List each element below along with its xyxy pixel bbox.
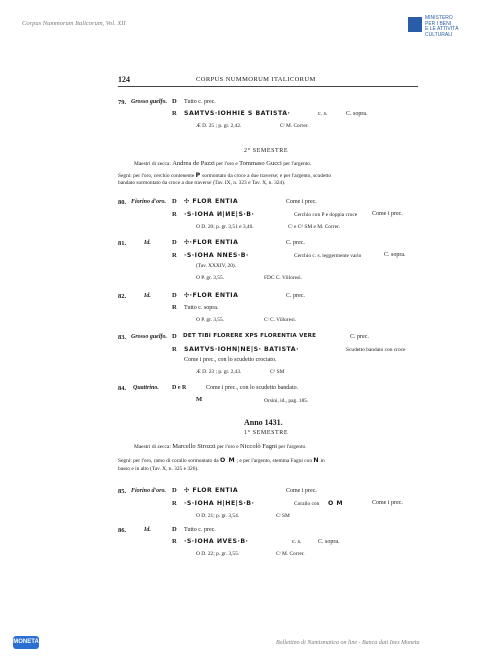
entry-86-number: 86.: [118, 527, 127, 534]
entry-82-obverse-legend: ✣·FLOR ENTIA: [184, 292, 239, 299]
entry-81-name: Id.: [144, 240, 151, 246]
ministry-line-3: E LE ATTIVITÀ: [425, 26, 459, 33]
ministry-line-2: PER I BENI: [425, 20, 452, 27]
signs-1431-symbol-2: N: [313, 457, 320, 464]
entry-85-detail: O D. 21; p. gr. 3,54.: [196, 513, 240, 519]
entry-86-reverse-right: C. sopra.: [318, 539, 340, 545]
entry-79-reverse-right: C. sopra.: [346, 111, 368, 117]
masters-1431-line: [134, 443, 307, 450]
entry-84-metal: M: [196, 396, 203, 403]
signs-1431-line-2: basso e in alto (Tav. X, n. 325 e 326).: [118, 466, 199, 472]
entry-85-obverse-right: Come i prec.: [286, 488, 317, 494]
entry-81-obverse-right: C. prec.: [286, 240, 305, 246]
entry-81-obverse-legend: ✣·FLOR ENTIA: [184, 239, 239, 246]
entry-86-obverse-text: Tutto c. prec.: [184, 527, 216, 533]
entry-83-number: 83.: [118, 334, 127, 341]
entry-82-name: Id.: [144, 293, 151, 299]
entry-84-number: 84.: [118, 385, 127, 392]
entry-82-obverse-right: C. prec.: [286, 293, 305, 299]
masters-prefix: Maestri di zecca:: [134, 161, 171, 167]
ministry-line-1: MINISTERO: [425, 15, 453, 21]
entry-80-reverse-mark: R: [172, 211, 177, 218]
masters-1431-name-2: Niccolò Fagni: [240, 443, 278, 450]
entry-81-detail: O P. gr. 3,55.: [196, 275, 225, 281]
entry-79-name: Grosso guelfo.: [131, 99, 168, 105]
entry-84-text: Come i prec., con lo scudetto bandato.: [206, 385, 299, 391]
signs-1431-text-1b: ; e per l'argento, stemma Fagni con: [236, 458, 313, 464]
entry-81-obverse-mark: D: [172, 239, 177, 246]
entry-80-obverse-right: Come i prec.: [286, 199, 317, 205]
entry-80-name: Fiorino d'oro.: [131, 199, 167, 205]
entry-81-plate: (Tav. XXXIV, 20).: [196, 263, 237, 269]
entry-81-number: 81.: [118, 240, 127, 247]
entry-85-reverse-mark: R: [172, 500, 177, 507]
entry-85-collection: Cᵗ SM: [276, 513, 290, 519]
masters-end: per l'argento.: [283, 161, 312, 167]
signs-1431-line-1: [118, 457, 325, 464]
ministry-line-4: CULTURALI: [425, 31, 453, 38]
entry-79-obverse: Tutto c. prec.: [184, 99, 216, 105]
entry-80-reverse-note: Cerchio con P e doppia croce: [294, 212, 358, 218]
signs-1431-text-1: Segni: per l'oro, ramo di corallo sormontato da: [118, 458, 219, 464]
entry-81-reverse-legend: ·S·IOHA NNES·B·: [184, 252, 249, 259]
entry-83-obverse-right: C. prec.: [350, 334, 369, 340]
entry-81-reverse-right: C. sopra.: [384, 252, 406, 258]
header-rule: [118, 86, 418, 87]
entry-82-obverse-mark: D: [172, 292, 177, 299]
entry-79-reverse-mid: c. s.: [318, 111, 328, 117]
entry-79-number: 79.: [118, 99, 127, 106]
entry-79-collection: Cᵗ M. Correr.: [280, 123, 309, 129]
signs-1431-text-1c: in: [320, 458, 325, 464]
entry-79-obverse-mark: D: [172, 98, 177, 105]
entry-83-collection: Cᵈ SM: [270, 369, 285, 375]
signs-line-1: [118, 172, 331, 179]
entry-86-detail: O D. 22; p. gr. 3,55.: [196, 551, 240, 557]
entry-81-reverse-note: Cerchio c. s. leggermente vario: [294, 253, 362, 259]
entry-83-name: Grosso guelfo.: [131, 334, 168, 340]
masters-mid: per l'oro e: [216, 161, 238, 167]
entry-86-collection: Cᵗ M. Correr.: [276, 551, 305, 557]
entry-85-reverse-right: Come i prec.: [372, 500, 403, 506]
year-semester: 1° SEMESTRE: [244, 430, 289, 436]
entry-83-reverse-note: Scudetto bandato con croce: [346, 347, 406, 353]
entry-85-reverse-symbol: O M: [328, 500, 344, 507]
footer-source: Bollettino di Numismatica on line - Banca dati Ines Moneta: [276, 640, 420, 646]
entry-85-reverse-note: Corallo con: [294, 501, 320, 507]
entry-82-number: 82.: [118, 293, 127, 300]
entry-83-obverse-mark: D: [172, 333, 177, 340]
entry-84-sides: D e R: [172, 385, 187, 391]
page-number: 124: [118, 75, 130, 84]
entry-86-reverse-legend: ·S·IOHA ИVES·B·: [184, 538, 249, 545]
entry-83-reverse-mark: R: [172, 346, 177, 353]
masters-line: [134, 160, 311, 167]
entry-84-name: Quattrino.: [133, 385, 159, 391]
entry-80-reverse-legend: ·S·IOHA И|ИE|S·B·: [184, 211, 255, 218]
entry-86-reverse-mid: c. s.: [292, 539, 302, 545]
entry-80-obverse-legend: ✣ FLOR ENTIA: [184, 198, 239, 205]
masters-1431-end: per l'argento.: [278, 444, 307, 450]
semester-heading: 2° SEMESTRE: [244, 148, 289, 154]
masters-1431-name-1: Marcello Strozzi: [172, 443, 216, 450]
entry-82-reverse-text: Tutto c. sopra.: [184, 305, 219, 311]
entry-84-reference: Orsini, id., pag. 185.: [264, 398, 309, 404]
masters-name-1: Andrea de Pazzi: [172, 160, 215, 167]
entry-85-name: Fiorino d'oro.: [131, 488, 167, 494]
entry-80-reverse-right: Come i prec.: [372, 211, 403, 217]
signs-1431-symbol-1: O M: [220, 457, 236, 464]
entry-79-reverse-legend: SAИTVS·IOHHIE S BATISTA·: [184, 110, 291, 117]
journal-header: Corpus Nummorum Italicorum, Vol. XII: [22, 20, 126, 27]
entry-86-name: Id.: [144, 527, 151, 533]
signs-text-1b: sormontato da croce a due traverse; e per l'argento, scudetto: [202, 173, 332, 179]
entry-85-reverse-legend: ·S·IOHA H|HE|S·B·: [184, 500, 255, 507]
ministry-logo-icon: [408, 17, 422, 32]
entry-82-reverse-mark: R: [172, 304, 177, 311]
entry-83-reverse-continued: Come i prec., con lo scudetto crociato.: [184, 357, 277, 363]
entry-83-reverse-legend: SAИTVS·IOHN|NE|S· BATISTA·: [184, 346, 299, 353]
entry-81-reverse-mark: R: [172, 252, 177, 259]
entry-80-obverse-mark: D: [172, 198, 177, 205]
running-title: CORPUS NUMMORUM ITALICORUM: [196, 76, 316, 83]
signs-text-1: Segni: per l'oro, cerchio contenente: [118, 173, 195, 179]
entry-80-detail: O D. 20; p. gr. 3,51 e 3,46.: [196, 224, 254, 230]
entry-83-detail: Æ D. 23 ; p. gr. 2,43.: [196, 369, 242, 375]
masters-1431-prefix: Maestri di zecca:: [134, 444, 171, 450]
entry-83-obverse-legend: DET TIBI FLORERE XPS FLORENTIA VERE: [183, 333, 317, 339]
signs-line-2: bandato sormontato da croce a due traverse (Tav. IX, n. 323 e Tav. X, n. 324).: [118, 180, 286, 186]
entry-85-obverse-legend: ✣ FLOR ENTIA: [184, 487, 239, 494]
entry-79-reverse-mark: R: [172, 110, 177, 117]
entry-80-number: 80.: [118, 199, 127, 206]
moneta-logo-icon: MONETA: [13, 636, 39, 649]
signs-symbol-1: P: [195, 172, 201, 179]
masters-name-2: Tommaso Gucci: [239, 160, 282, 167]
entry-85-number: 85.: [118, 488, 127, 495]
masters-1431-mid: per l'oro e: [217, 444, 239, 450]
entry-80-collection: Cᵗ e Cᵈ SM e M. Correr.: [288, 224, 340, 230]
entry-82-collection: Cᵗ C. Villoresi.: [264, 317, 297, 323]
entry-81-collection: FDC C. Villoresi.: [264, 275, 302, 281]
entry-82-detail: O P. gr. 3,55.: [196, 317, 225, 323]
entry-86-reverse-mark: R: [172, 538, 177, 545]
year-heading: Anno 1431.: [244, 418, 283, 427]
entry-86-obverse-mark: D: [172, 526, 177, 533]
entry-79-detail: Æ D. 25 ; p. gr. 2,42.: [196, 123, 242, 129]
entry-85-obverse-mark: D: [172, 487, 177, 494]
ministry-label: [425, 16, 459, 38]
